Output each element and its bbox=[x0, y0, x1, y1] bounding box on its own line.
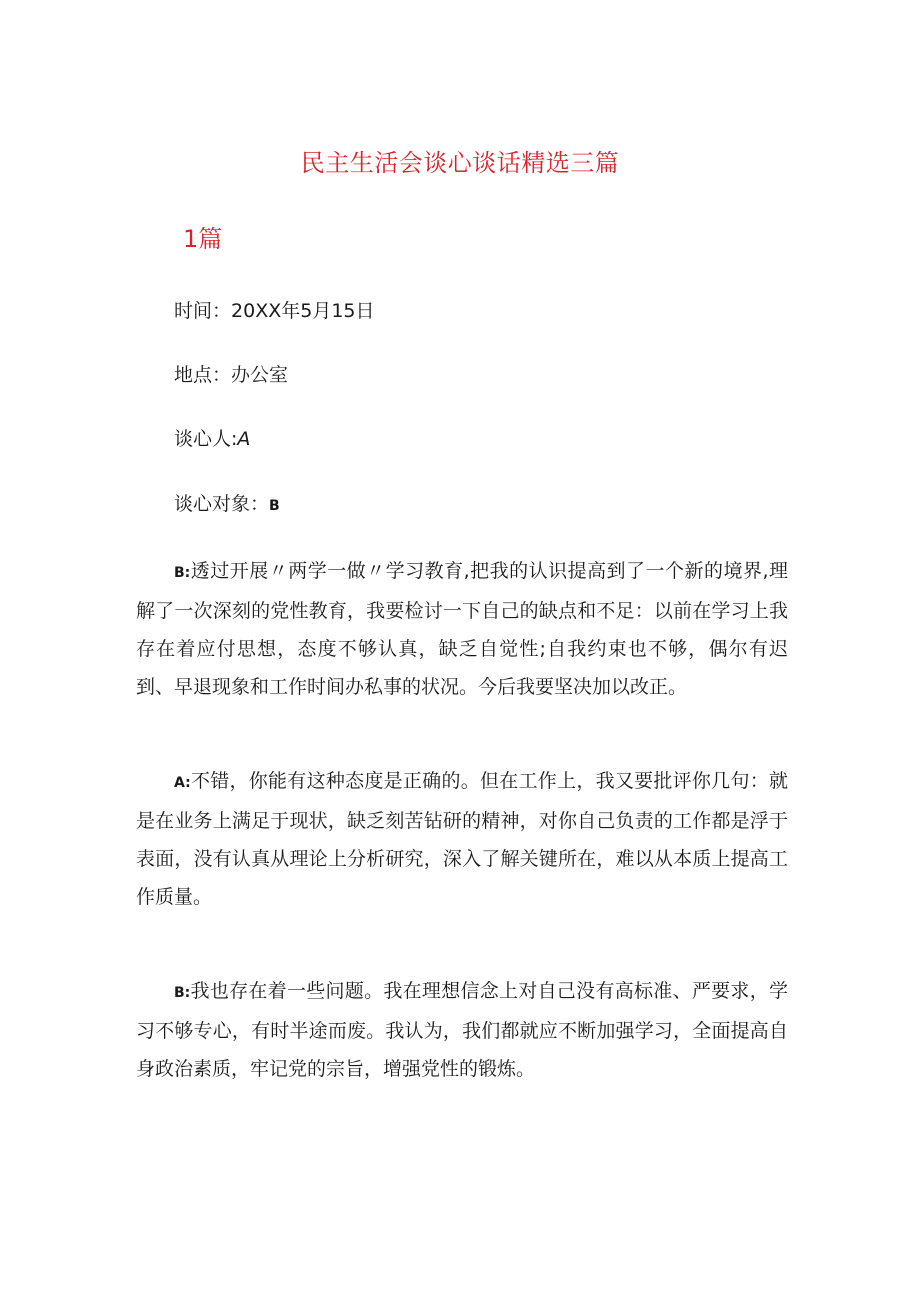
meta-target bbox=[174, 490, 280, 520]
dialogue-text: 不错，你能有这种态度是正确的。但在工作上，我又要批评你几句：就是在业务上满足于现状，缺乏刻苦钻研的精神，对你自己负责的工作都是浮于表面，没有认真从理论上分析研究，深入了解关键所在，难以从本质上提高工作质量。 bbox=[136, 770, 788, 908]
dialogue-text: 我也存在着一些问题。我在理想信念上对自己没有高标准、严要求，学习不够专心，有时半途而废。我认为，我们都就应不断加强学习，全面提高自身政治素质，牢记党的宗旨，增强党性的锻炼。 bbox=[136, 980, 788, 1080]
section-heading: 1篇 bbox=[183, 225, 223, 253]
meta-speaker-value: A bbox=[237, 428, 251, 450]
dialogue-speaker: B: bbox=[174, 565, 191, 581]
meta-place-label: 地点： bbox=[174, 364, 232, 386]
document-title: 民主生活会谈心谈话精选三篇 bbox=[300, 149, 620, 177]
dialogue-paragraph bbox=[136, 552, 788, 706]
meta-time bbox=[174, 297, 375, 325]
meta-time-label: 时间： bbox=[174, 300, 232, 322]
dialogue-speaker: B: bbox=[174, 985, 191, 1001]
dialogue-text: 透过开展〃两学一做〃学习教育,把我的认识提高到了一个新的境界,理解了一次深刻的党性教育，我要检讨一下自己的缺点和不足：以前在学习上我存在着应付思想，态度不够认真，缺乏自觉性;自我约束也不够，偶尔有迟到、早退现象和工作时间办私事的状况。今后我要坚决加以改正。 bbox=[136, 560, 788, 698]
meta-target-label: 谈心对象： bbox=[174, 493, 270, 515]
meta-place-value: 办公室 bbox=[231, 364, 289, 386]
meta-speaker-label: 谈心人: bbox=[174, 428, 238, 450]
dialogue-speaker: A: bbox=[174, 775, 191, 791]
dialogue-paragraph bbox=[136, 972, 788, 1088]
meta-place bbox=[174, 361, 288, 389]
dialogue-paragraph bbox=[136, 762, 788, 916]
meta-target-value: B bbox=[269, 498, 280, 514]
meta-speaker bbox=[174, 425, 250, 453]
meta-time-value: 20XX年5月15日 bbox=[231, 300, 375, 322]
